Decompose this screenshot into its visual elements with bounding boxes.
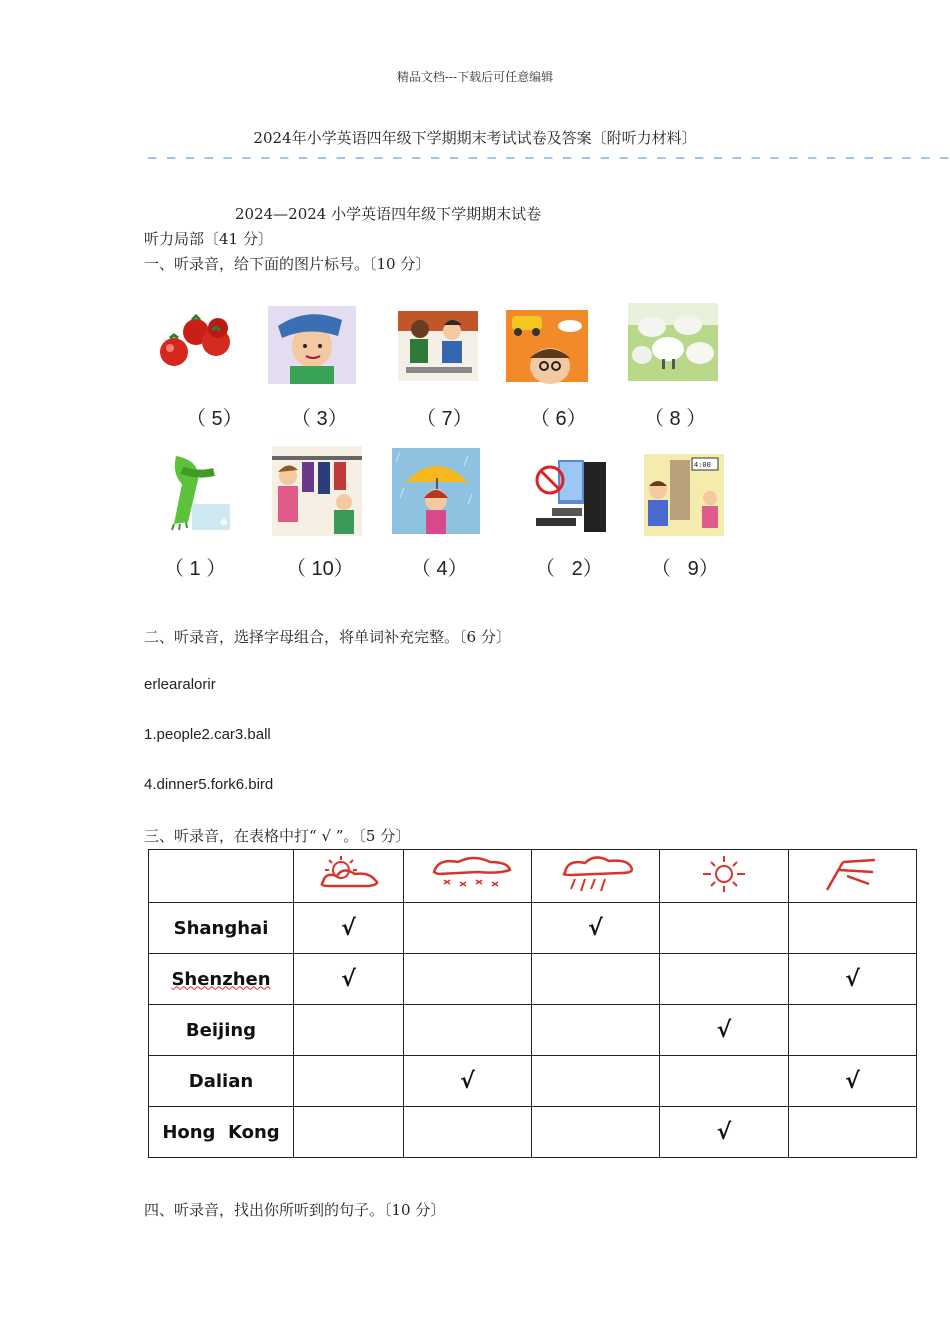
mark-cell <box>789 1005 917 1056</box>
blank-header-cell <box>149 850 294 903</box>
check-mark: √ <box>460 1068 475 1094</box>
word-list-2: 4.dinner5.fork6.bird <box>144 776 274 793</box>
check-mark: √ <box>845 1068 860 1094</box>
mark-cell <box>660 1056 789 1107</box>
mark-cell <box>404 1056 532 1107</box>
mark-cell <box>660 1005 789 1056</box>
mark-cell <box>294 1107 404 1158</box>
kids-tying-shoes-picture <box>398 311 486 389</box>
city-cell <box>149 903 294 954</box>
table-row <box>149 903 917 954</box>
picture-label-2: （ 3） <box>291 408 348 430</box>
title-divider: — — — — — — — — — — — — — — — — — — — — — — — — — — — — — — — — — — — — — — — — — — — <box>148 150 950 166</box>
check-mark: √ <box>716 1119 732 1145</box>
kids-with-clock-picture <box>644 454 732 532</box>
mark-cell <box>294 954 404 1005</box>
mark-cell <box>789 1107 917 1158</box>
windy-icon <box>789 850 917 903</box>
rainy-icon <box>532 850 660 903</box>
check-mark: √ <box>341 966 356 992</box>
letter-options: erlearalorir <box>144 676 216 693</box>
green-scarf-picture <box>152 450 240 528</box>
picture-label-3: （ 7） <box>416 408 473 430</box>
clothes-shopping-picture <box>272 446 360 524</box>
mark-cell <box>532 1056 660 1107</box>
weather-table <box>148 849 917 1158</box>
mark-cell <box>294 1056 404 1107</box>
mark-cell <box>789 1056 917 1107</box>
picture-label-1: （ 5） <box>186 408 243 430</box>
mark-cell <box>532 1107 660 1158</box>
mark-cell <box>789 954 917 1005</box>
city-name: Hong Kong <box>162 1121 280 1143</box>
mark-cell <box>404 954 532 1005</box>
girl-with-umbrella-picture <box>392 448 480 526</box>
check-mark: √ <box>845 966 860 992</box>
city-cell <box>149 1005 294 1056</box>
picture-label-8: （ 4） <box>411 558 468 580</box>
section1-title: 一、听录音，给下面的图片标号。〔10 分〕 <box>144 255 431 273</box>
header-note: 精品文档---下载后可任意编辑 <box>396 70 554 84</box>
exam-subtitle: 2024—2024 小学英语四年级下学期期末试卷 <box>235 205 542 223</box>
tomatoes-picture <box>152 304 240 382</box>
mark-cell <box>660 903 789 954</box>
mark-cell <box>532 1005 660 1056</box>
picture-label-7: （ 10） <box>286 558 354 580</box>
mark-cell <box>404 1005 532 1056</box>
mark-cell <box>294 903 404 954</box>
city-name: Shanghai <box>173 917 269 939</box>
no-computer-sign-picture <box>530 452 618 530</box>
mark-cell <box>660 954 789 1005</box>
mark-cell <box>660 1107 789 1158</box>
table-row <box>149 1107 917 1158</box>
listening-part-heading: 听力局部〔41 分〕 <box>144 230 273 248</box>
table-row <box>149 1005 917 1056</box>
word-list-1: 1.people2.car3.ball <box>144 726 271 743</box>
snowy-icon <box>404 850 532 903</box>
sunny-cloudy-icon <box>294 850 404 903</box>
boy-with-cap-picture <box>268 306 356 384</box>
check-mark: √ <box>588 915 603 941</box>
document-title: 2024年小学英语四年级下学期期末考试试卷及答案〔附听力材料〕 <box>253 129 697 147</box>
mark-cell <box>294 1005 404 1056</box>
section2-title: 二、听录音，选择字母组合，将单词补充完整。〔6 分〕 <box>144 628 511 646</box>
weather-header-row <box>149 850 917 903</box>
mark-cell <box>532 903 660 954</box>
city-cell <box>149 1056 294 1107</box>
city-cell <box>149 1107 294 1158</box>
picture-label-5: （ 8 ） <box>644 408 707 430</box>
mark-cell <box>532 954 660 1005</box>
picture-label-6: （ 1 ） <box>164 558 227 580</box>
sunny-icon <box>660 850 789 903</box>
check-mark: √ <box>716 1017 732 1043</box>
picture-label-10: （ 9） <box>651 558 719 580</box>
boy-with-toy-car-picture <box>506 310 594 388</box>
city-name: Beijing <box>185 1019 257 1041</box>
picture-label-9: （ 2） <box>535 558 603 580</box>
city-name: Dalian <box>188 1070 254 1092</box>
svg-text:4:00: 4:00 <box>694 461 711 469</box>
mark-cell <box>404 903 532 954</box>
city-cell <box>149 954 294 1005</box>
mark-cell <box>404 1107 532 1158</box>
mark-cell <box>789 903 917 954</box>
check-mark: √ <box>341 915 356 941</box>
picture-label-4: （ 6） <box>530 408 587 430</box>
section3-title: 三、听录音，在表格中打“ √ ”。〔5 分〕 <box>144 827 411 845</box>
table-row <box>149 1056 917 1107</box>
city-name: Shenzhen <box>171 968 271 990</box>
sheep-picture <box>628 303 716 381</box>
table-row <box>149 954 917 1005</box>
section4-title: 四、听录音，找出你所听到的句子。〔10 分〕 <box>144 1201 446 1219</box>
